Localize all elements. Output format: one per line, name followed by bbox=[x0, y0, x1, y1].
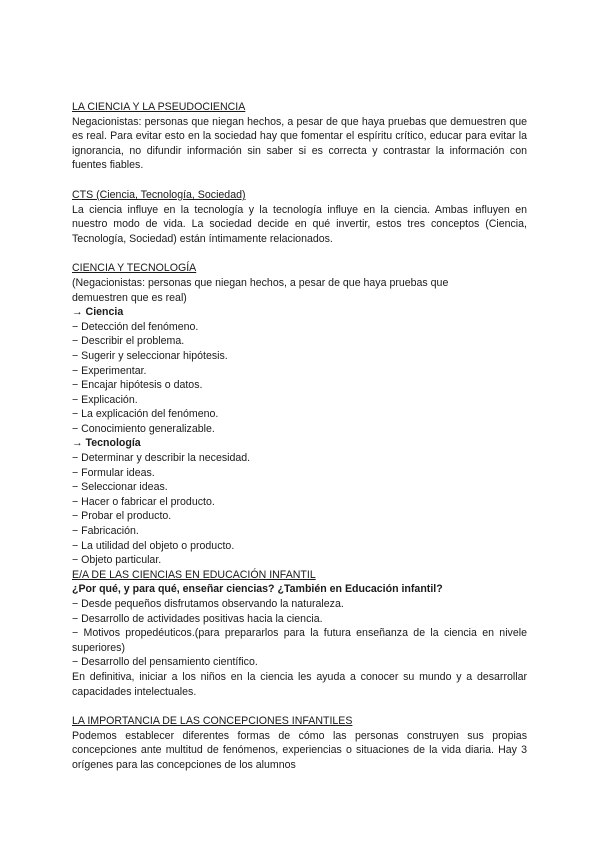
paragraph-negacionistas: Negacionistas: personas que niegan hechos, a pesar de que haya pruebas que demuestren que es real. Para evitar esto en la sociedad hay que fomentar el espíritu crítico, educar para evitar la ignorancia, no difundir información sin saber si es correcta y contrastar la información con fuentes fiables. bbox=[72, 115, 527, 172]
list-item: − Detección del fenómeno. bbox=[72, 320, 199, 333]
list-item: − Probar el producto. bbox=[72, 510, 172, 523]
reasons-list bbox=[72, 597, 527, 670]
note-line: (Negacionistas: personas que niegan hechos, a pesar de que haya pruebas que bbox=[72, 276, 449, 289]
subheading-tecnologia bbox=[72, 436, 527, 451]
list-item: − Objeto particular. bbox=[72, 554, 162, 567]
subheading-label: Tecnología bbox=[85, 437, 141, 450]
list-item: − Fabricación. bbox=[72, 525, 139, 538]
arrow-right-icon: → bbox=[72, 437, 83, 450]
subheading-ciencia bbox=[72, 305, 527, 320]
paragraph-conclusion: En definitiva, iniciar a los niños en la ciencia les ayuda a conocer su mundo y a desarrollar capacidades intelectuales. bbox=[72, 670, 527, 698]
list-item: − Desarrollo de actividades positivas hacia la ciencia. bbox=[72, 612, 323, 625]
list-item: − Seleccionar ideas. bbox=[72, 481, 168, 494]
list-item: − Experimentar. bbox=[72, 364, 147, 377]
section-heading-ciencia-tecnologia: CIENCIA Y TECNOLOGÍA bbox=[72, 262, 197, 275]
paragraph-concepciones: Podemos establecer diferentes formas de cómo las personas construyen sus propias concepciones ante multitud de fenómenos, experiencias o situaciones de la vida diaria. Hay 3 orígenes para las concepciones de los alumnos bbox=[72, 729, 527, 771]
list-item: − Sugerir y seleccionar hipótesis. bbox=[72, 349, 228, 362]
list-item: − Explicación. bbox=[72, 393, 138, 406]
list-item: − Formular ideas. bbox=[72, 466, 155, 479]
list-item: − Desarrollo del pensamiento científico. bbox=[72, 656, 258, 669]
list-item: − Conocimiento generalizable. bbox=[72, 422, 215, 435]
subheading-label: Ciencia bbox=[85, 306, 124, 319]
ciencia-steps-list bbox=[72, 320, 527, 437]
list-item: − Encajar hipótesis o datos. bbox=[72, 379, 203, 392]
section-heading-concepciones: LA IMPORTANCIA DE LAS CONCEPCIONES INFANTILES bbox=[72, 715, 353, 728]
list-item: − La utilidad del objeto o producto. bbox=[72, 539, 235, 552]
note-line: demuestren que es real) bbox=[72, 291, 187, 304]
section-heading-pseudociencia: LA CIENCIA Y LA PSEUDOCIENCIA bbox=[72, 101, 246, 113]
list-item: − La explicación del fenómeno. bbox=[72, 408, 219, 421]
document-page bbox=[72, 100, 527, 773]
list-item: − Describir el problema. bbox=[72, 335, 185, 348]
list-item: − Determinar y describir la necesidad. bbox=[72, 452, 251, 465]
list-item: − Motivos propedéuticos.(para prepararlos para la futura enseñanza de la ciencia en nivele superiores) bbox=[72, 627, 527, 654]
list-item: − Hacer o fabricar el producto. bbox=[72, 495, 215, 508]
list-item: − Desde pequeños disfrutamos observando la naturaleza. bbox=[72, 598, 344, 610]
tecnologia-steps-list bbox=[72, 451, 527, 568]
question-heading: ¿Por qué, y para qué, enseñar ciencias? ¿También en Educación infantil? bbox=[72, 583, 443, 596]
section-heading-cts: CTS (Ciencia, Tecnología, Sociedad) bbox=[72, 188, 246, 201]
arrow-right-icon: → bbox=[72, 306, 83, 319]
paragraph-cts: La ciencia influye en la tecnología y la tecnología influye en la ciencia. Ambas influyen en nuestro modo de vida. La sociedad decide en qué invertir, estos tres conceptos (Ciencia, Tecnología, Sociedad) están íntimamente relacionados. bbox=[72, 203, 527, 245]
section-heading-ea-ciencias: E/A DE LAS CIENCIAS EN EDUCACIÓN INFANTIL bbox=[72, 568, 316, 581]
